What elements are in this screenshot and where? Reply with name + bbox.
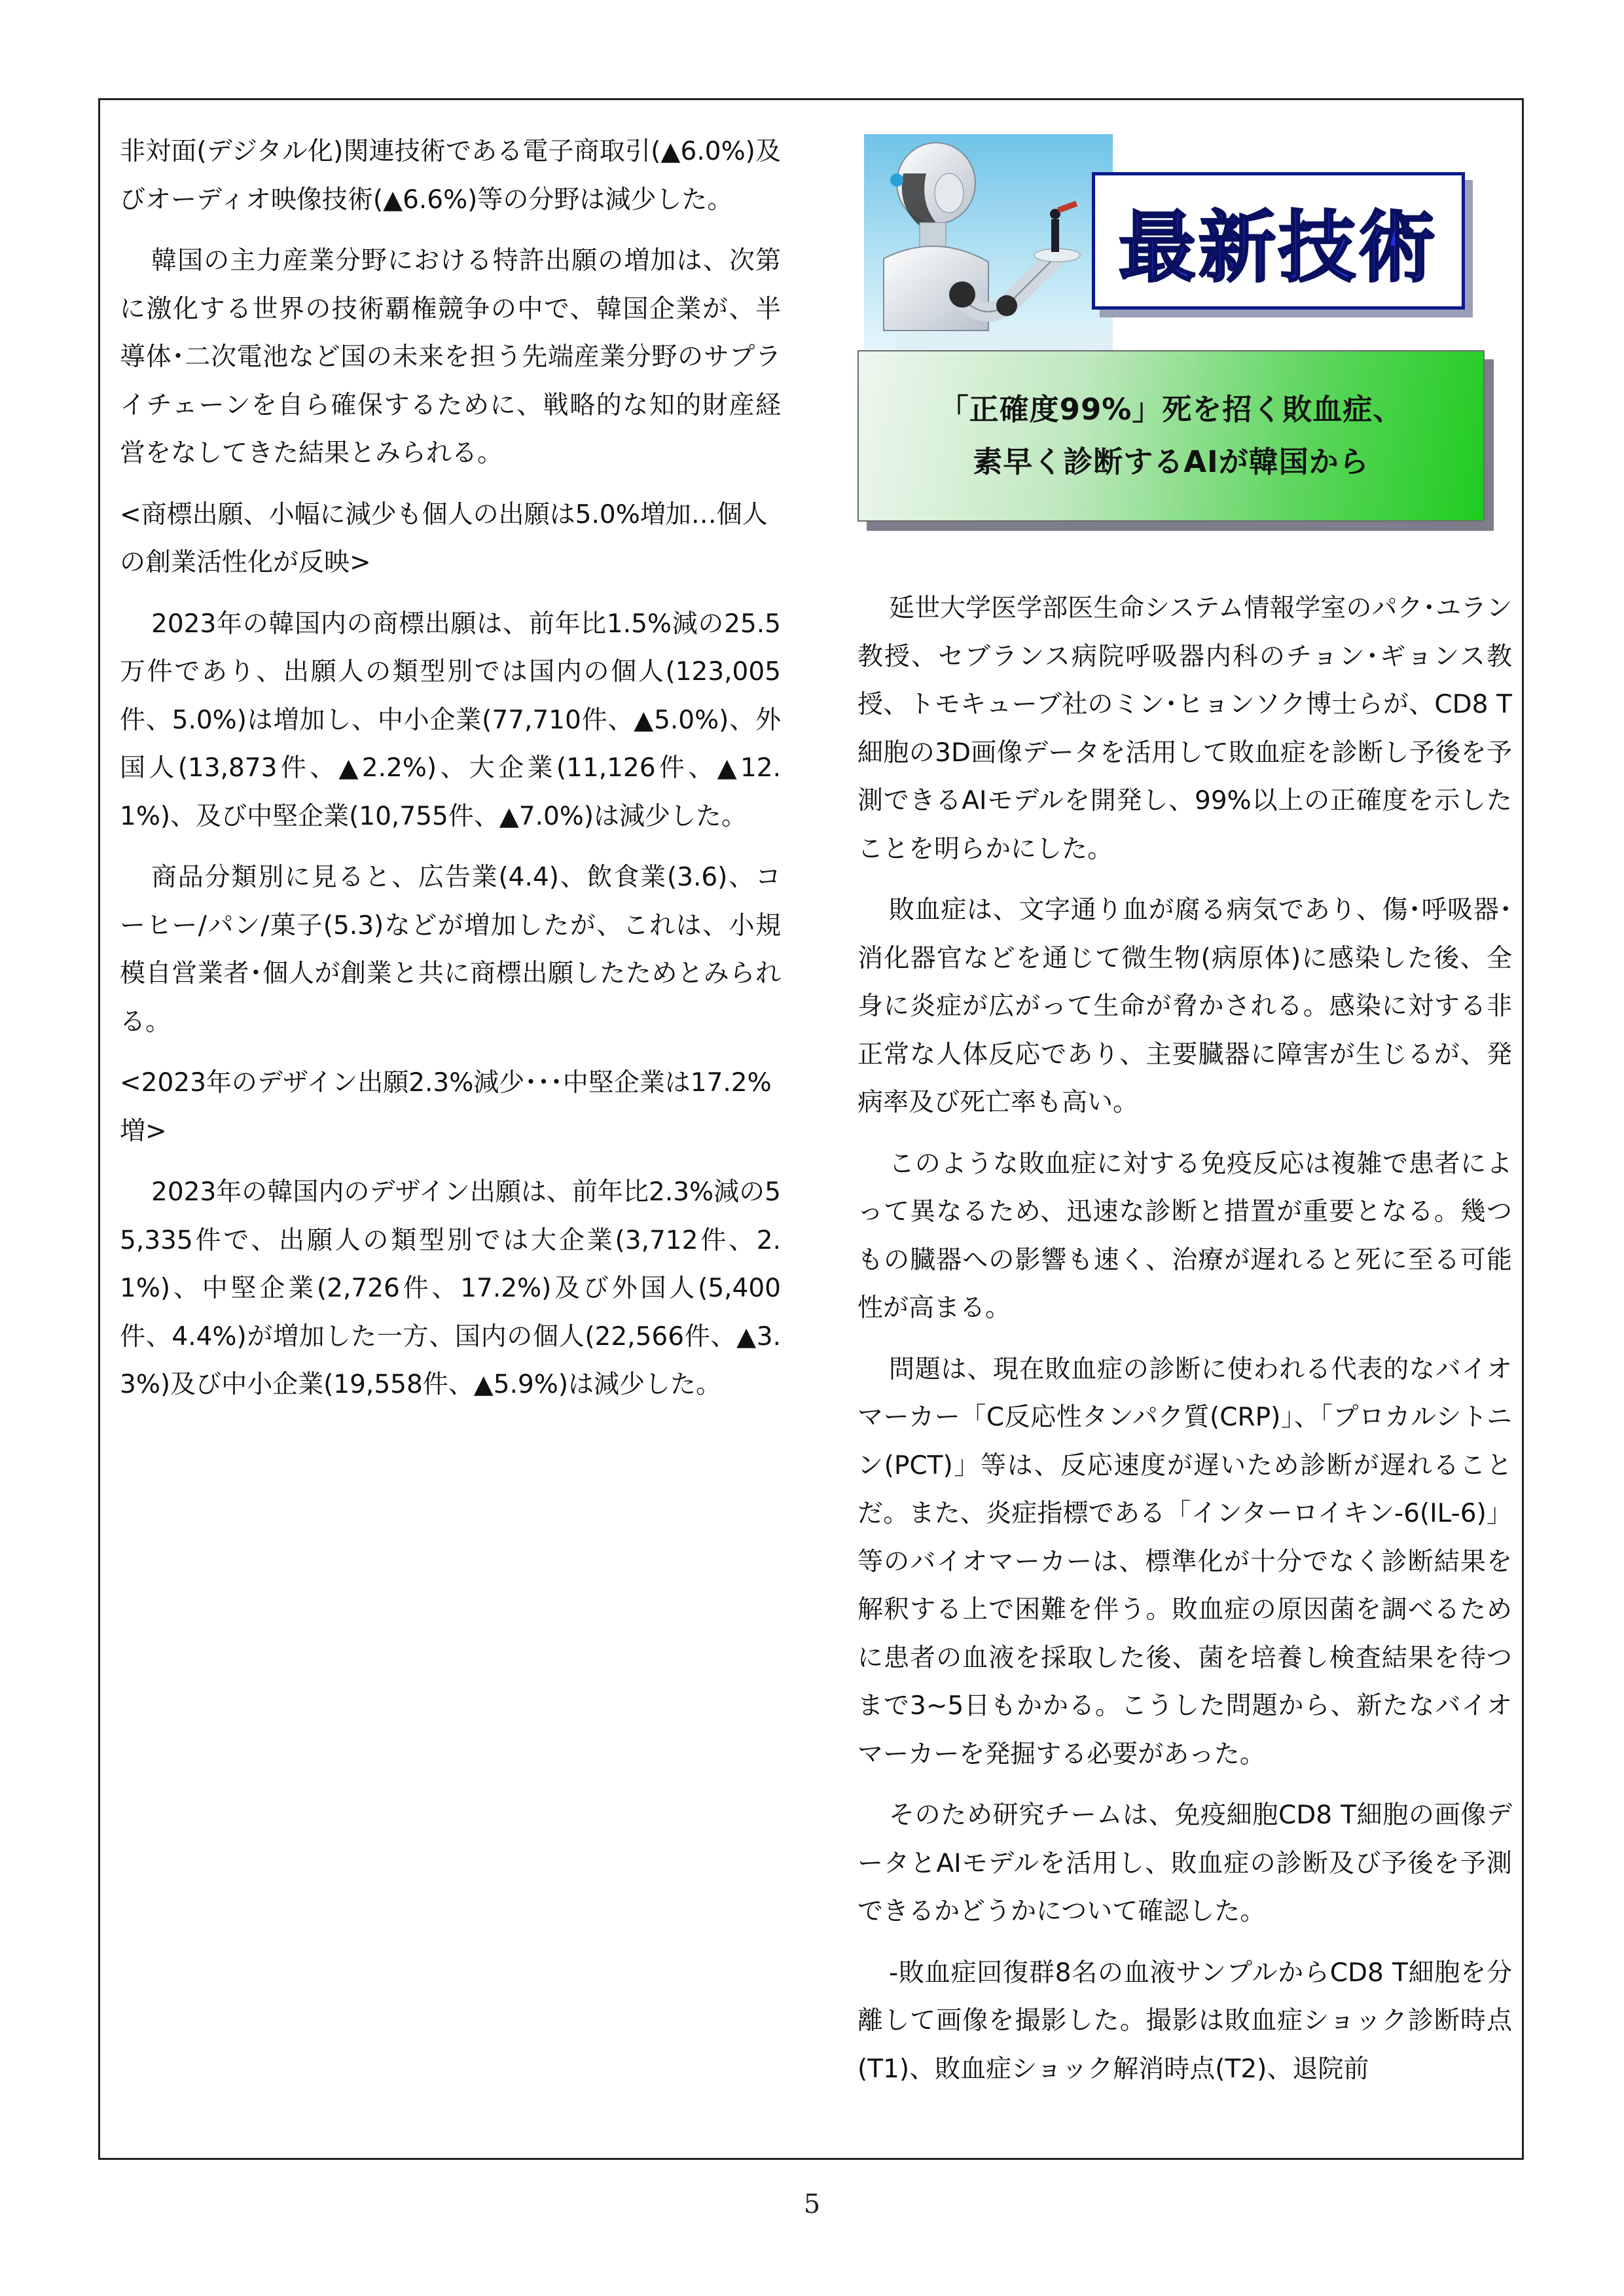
right-column	[857, 584, 1512, 2106]
paragraph: 延世大学医学部医生命システム情報学室のパク･ユラン教授、セブランス病院呼吸器内科のチョン･ギョンス教授、トモキューブ社のミン･ヒョンソク博士らが、CD8 T細胞の3D画像データを活用して敗血症を診断し予後を予測できるAIモデルを開発し、99%以上の正確度を示したことを明らかにした。	[857, 594, 1512, 864]
headline-box	[857, 350, 1485, 522]
paragraph: 問題は、現在敗血症の診断に使われる代表的なバイオマーカー「C反応性タンパク質(CRP)」、「プロカルシトニン(PCT)」等は、反応速度が遅いため診断が遅れることだ。また、炎症指標である「インターロイキン-6(IL-6)」等のバイオマーカーは、標準化が十分でなく診断結果を解釈する上で困難を伴う。敗血症の原因菌を調べるために患者の血液を採取した後、菌を培養し検査結果を待つまで3~5日もかかる。こうした問題から、新たなバイオマーカーを発掘する必要があった。	[857, 1354, 1512, 1769]
section-heading: <2023年のデザイン出願2.3%減少･･･中堅企業は17.2%増>	[120, 1068, 772, 1146]
page-number: 5	[803, 2189, 821, 2219]
section-heading: <商標出願、小幅に減少も個人の出願は5.0%増加…個人の創業活性化が反映>	[120, 499, 768, 577]
title-frame	[1092, 172, 1465, 310]
paragraph: 2023年の韓国内の商標出願は、前年比1.5%減の25.5万件であり、出願人の類型別では国内の個人(123,005件、5.0%)は増加し、中小企業(77,710件、▲5.0%)、外国人(13,873件、▲2.2%)、大企業(11,126件、▲12.1%)、及び中堅企業(10,755件、▲7.0%)は減少した。	[120, 609, 781, 831]
paragraph: 韓国の主力産業分野における特許出願の増加は、次第に激化する世界の技術覇権競争の中で、韓国企業が、半導体･二次電池など国の未来を担う先端産業分野のサプライチェーンを自ら確保するために、戦略的な知的財産経営をなしてきた結果とみられる。	[120, 246, 781, 468]
left-column	[120, 128, 781, 1422]
article-banner	[857, 134, 1512, 540]
headline-line-1: 「正確度99%」死を招く敗血症、	[939, 392, 1403, 427]
robot-illustration	[857, 134, 1119, 357]
paragraph: -敗血症回復群8名の血液サンプルからCD8 T細胞を分離して画像を撮影した。撮影は敗血症ショック診断時点(T1)、敗血症ショック解消時点(T2)、退院前	[857, 1958, 1512, 2084]
headline-line-2: 素早く診断するAIが韓国から	[973, 444, 1369, 479]
paragraph: このような敗血症に対する免疫反応は複雑で患者によって異なるため、迅速な診断と措置が重要となる。幾つもの臓器への影響も速く、治療が遅れると死に至る可能性が高まる。	[857, 1149, 1512, 1323]
paragraph: 敗血症は、文字通り血が腐る病気であり、傷･呼吸器･消化器官などを通じて微生物(病原体)に感染した後、全身に炎症が広がって生命が脅かされる。感染に対する非正常な人体反応であり、主要臓器に障害が生じるが、発病率及び死亡率も高い。	[857, 895, 1512, 1117]
section-title: 最新技術	[1118, 202, 1438, 293]
title-box	[1100, 180, 1473, 317]
paragraph: 非対面(デジタル化)関連技術である電子商取引(▲6.0%)及びオーディオ映像技術(▲6.6%)等の分野は減少した。	[120, 137, 781, 215]
paragraph: そのため研究チームは、免疫細胞CD8 T細胞の画像データとAIモデルを活用し、敗血症の診断及び予後を予測できるかどうかについて確認した。	[857, 1801, 1512, 1926]
paragraph: 商品分類別に見ると、広告業(4.4)、飲食業(3.6)、コーヒー/パン/菓子(5.3)などが増加したが、これは、小規模自営業者･個人が創業と共に商標出願したためとみられる。	[120, 863, 781, 1037]
paragraph: 2023年の韓国内のデザイン出願は、前年比2.3%減の55,335件で、出願人の類型別では大企業(3,712件、2.1%)、中堅企業(2,726件、17.2%)及び外国人(5,400件、4.4%)が増加した一方、国内の個人(22,566件、▲3.3%)及び中小企業(19,558件、▲5.9%)は減少した。	[120, 1177, 781, 1399]
